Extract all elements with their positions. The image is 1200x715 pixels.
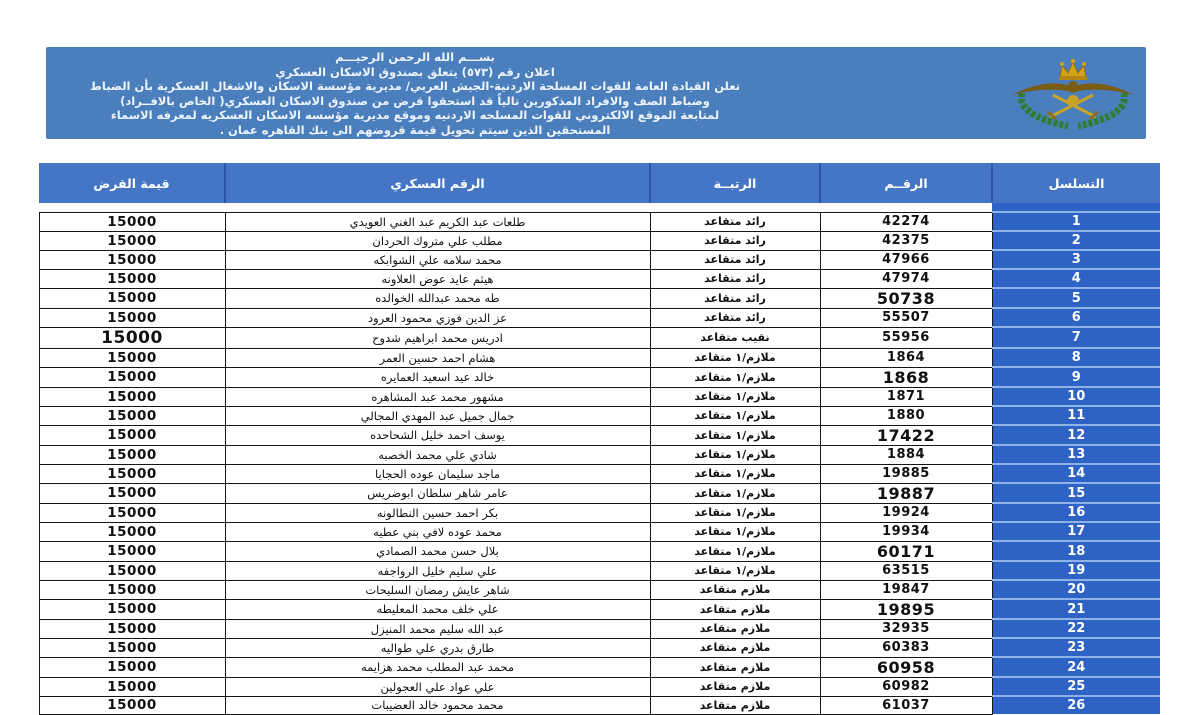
- loan-value-cell: 15000: [39, 231, 225, 250]
- number-cell: 55507: [820, 308, 992, 327]
- table-row: [39, 250, 1160, 269]
- serial-cell: 18: [992, 541, 1160, 561]
- column-header-number: الرقــم: [820, 163, 992, 203]
- number-cell: 19934: [820, 522, 992, 541]
- loan-value-cell: 15000: [39, 696, 225, 714]
- number-cell: 19847: [820, 580, 992, 599]
- name-cell: هيثم عايد عوض العلاونه: [225, 269, 650, 288]
- rank-cell: ملازم متقاعد: [650, 599, 820, 619]
- rank-cell: ملازم/١ متقاعد: [650, 483, 820, 503]
- number-cell: 19895: [820, 599, 992, 619]
- loan-value-cell: 15000: [39, 348, 225, 367]
- name-cell: جمال جميل عبد المهدي المجالي: [225, 406, 650, 425]
- number-cell: 60982: [820, 677, 992, 696]
- serial-cell: 2: [992, 231, 1160, 250]
- loan-value-cell: 15000: [39, 580, 225, 599]
- serial-cell: 12: [992, 425, 1160, 445]
- bismillah-line: بســـم الله الرحمن الرحيـــم: [335, 50, 495, 64]
- serial-cell: 23: [992, 638, 1160, 657]
- name-cell: محمد عبد المطلب محمد هزايمه: [225, 657, 650, 677]
- table-row: [39, 599, 1160, 619]
- number-cell: 19887: [820, 483, 992, 503]
- loan-recipients-table: [39, 163, 1161, 715]
- announcement-body-line-1: تعلن القيادة العامة للقوات المسلحة الاردنية-الجيش العربي/ مديرية مؤسسة الاسكان والاشغال العسكرية بأن الضباط: [89, 79, 741, 94]
- loan-value-cell: 15000: [39, 561, 225, 580]
- loan-value-cell: 15000: [39, 445, 225, 464]
- loan-value-cell: 15000: [39, 541, 225, 561]
- loan-value-cell: 15000: [39, 212, 225, 231]
- name-cell: علي عواد علي العجولين: [225, 677, 650, 696]
- serial-cell: 16: [992, 503, 1160, 522]
- loan-value-cell: 15000: [39, 483, 225, 503]
- loan-value-cell: 15000: [39, 638, 225, 657]
- number-cell: 42375: [820, 231, 992, 250]
- name-cell: ادريس محمد ابراهيم شدوح: [225, 327, 650, 348]
- rank-cell: نقيب متقاعد: [650, 327, 820, 348]
- announcement-body-line-2: وضباط الصف والافراد المذكورين تالياً قد استحقوا قرض من صندوق الاسكان العسكري( الخاص بالافــراد): [120, 93, 710, 108]
- number-cell: 42274: [820, 212, 992, 231]
- name-cell: شاهر عايش رمضان السليحات: [225, 580, 650, 599]
- rank-cell: رائد متقاعد: [650, 269, 820, 288]
- number-cell: 19885: [820, 464, 992, 483]
- announcement-text: [60, 50, 770, 138]
- number-cell: 1864: [820, 348, 992, 367]
- serial-cell: 5: [992, 288, 1160, 308]
- table-row: [39, 387, 1160, 406]
- serial-cell: 25: [992, 677, 1160, 696]
- number-cell: 19924: [820, 503, 992, 522]
- loan-value-cell: 15000: [39, 406, 225, 425]
- table-row: [39, 308, 1160, 327]
- rank-cell: ملازم/١ متقاعد: [650, 503, 820, 522]
- rank-cell: ملازم/١ متقاعد: [650, 406, 820, 425]
- number-cell: 50738: [820, 288, 992, 308]
- table-row: [39, 580, 1160, 599]
- rank-cell: رائد متقاعد: [650, 231, 820, 250]
- loan-value-cell: 15000: [39, 619, 225, 638]
- table-row: [39, 657, 1160, 677]
- column-header-name: الرقم العسكري: [225, 163, 650, 203]
- announcement-body-line-4: المستحقين الذين سيتم تحويل قيمة قروضهم الى بنك القاهره عمان .: [219, 122, 611, 137]
- table-row: [39, 288, 1160, 308]
- serial-cell: 26: [992, 696, 1160, 714]
- name-cell: بلال حسن محمد الصمادي: [225, 541, 650, 561]
- serial-cell: 20: [992, 580, 1160, 599]
- name-cell: محمد محمود خالد العضيبات: [225, 696, 650, 714]
- number-cell: 60171: [820, 541, 992, 561]
- number-cell: 60958: [820, 657, 992, 677]
- table-row: [39, 464, 1160, 483]
- rank-cell: رائد متقاعد: [650, 308, 820, 327]
- name-cell: بكر احمد حسين النطالونه: [225, 503, 650, 522]
- loan-value-cell: 15000: [39, 288, 225, 308]
- serial-cell: 8: [992, 348, 1160, 367]
- name-cell: مطلب علي متروك الحردان: [225, 231, 650, 250]
- loan-value-cell: 15000: [39, 677, 225, 696]
- table-row: [39, 212, 1160, 231]
- rank-cell: ملازم متقاعد: [650, 657, 820, 677]
- number-cell: 1880: [820, 406, 992, 425]
- table-row: [39, 406, 1160, 425]
- number-cell: 61037: [820, 696, 992, 714]
- table-row: [39, 541, 1160, 561]
- table-row: [39, 677, 1160, 696]
- number-cell: 32935: [820, 619, 992, 638]
- table-row: [39, 425, 1160, 445]
- number-cell: 17422: [820, 425, 992, 445]
- serial-cell: 10: [992, 387, 1160, 406]
- name-cell: شادي علي محمد الخصبه: [225, 445, 650, 464]
- column-header-rank: الرتبــة: [650, 163, 820, 203]
- rank-cell: ملازم/١ متقاعد: [650, 348, 820, 367]
- name-cell: طارق بدري علي طواليه: [225, 638, 650, 657]
- rank-cell: ملازم متقاعد: [650, 677, 820, 696]
- announcement-title: اعلان رقم (٥٧٣) يتعلق بصندوق الاسكان العسكري: [275, 64, 555, 79]
- serial-cell: 11: [992, 406, 1160, 425]
- serial-cell: 15: [992, 483, 1160, 503]
- table-row: [39, 269, 1160, 288]
- column-header-loan: قيمة القرض: [39, 163, 225, 203]
- loan-value-cell: 15000: [39, 387, 225, 406]
- rank-cell: ملازم/١ متقاعد: [650, 425, 820, 445]
- serial-cell: 24: [992, 657, 1160, 677]
- rank-cell: ملازم/١ متقاعد: [650, 522, 820, 541]
- rank-cell: ملازم/١ متقاعد: [650, 445, 820, 464]
- number-cell: 47974: [820, 269, 992, 288]
- serial-cell: 7: [992, 327, 1160, 348]
- table-row: [39, 483, 1160, 503]
- header-gap-row: [39, 203, 1160, 212]
- name-cell: طه محمد عبدالله الخوالده: [225, 288, 650, 308]
- name-cell: عبد الله سليم محمد المنيزل: [225, 619, 650, 638]
- rank-cell: ملازم متقاعد: [650, 619, 820, 638]
- table-row: [39, 619, 1160, 638]
- serial-cell: 19: [992, 561, 1160, 580]
- name-cell: علي سليم خليل الرواجفه: [225, 561, 650, 580]
- loan-value-cell: 15000: [39, 522, 225, 541]
- table-row: [39, 561, 1160, 580]
- name-cell: طلعات عبد الكريم عبد الغني العويدي: [225, 212, 650, 231]
- rank-cell: ملازم/١ متقاعد: [650, 464, 820, 483]
- table-row: [39, 231, 1160, 250]
- rank-cell: ملازم متقاعد: [650, 580, 820, 599]
- name-cell: علي خلف محمد المعليطه: [225, 599, 650, 619]
- rank-cell: ملازم متقاعد: [650, 696, 820, 714]
- serial-cell: 13: [992, 445, 1160, 464]
- serial-cell: 21: [992, 599, 1160, 619]
- serial-cell: 3: [992, 250, 1160, 269]
- loan-value-cell: 15000: [39, 269, 225, 288]
- table-row: [39, 367, 1160, 387]
- announcement-header: [46, 47, 1146, 139]
- table-row: [39, 327, 1160, 348]
- rank-cell: رائد متقاعد: [650, 250, 820, 269]
- loan-value-cell: 15000: [39, 308, 225, 327]
- name-cell: ماجد سليمان عوده الحجايا: [225, 464, 650, 483]
- number-cell: 63515: [820, 561, 992, 580]
- name-cell: عز الدين فوزي محمود العرود: [225, 308, 650, 327]
- table-row: [39, 696, 1160, 714]
- name-cell: مشهور محمد عبد المشاهره: [225, 387, 650, 406]
- serial-cell: 4: [992, 269, 1160, 288]
- table-row: [39, 445, 1160, 464]
- serial-cell: 17: [992, 522, 1160, 541]
- rank-cell: ملازم/١ متقاعد: [650, 367, 820, 387]
- loan-value-cell: 15000: [39, 657, 225, 677]
- rank-cell: رائد متقاعد: [650, 212, 820, 231]
- rank-cell: ملازم متقاعد: [650, 638, 820, 657]
- number-cell: 60383: [820, 638, 992, 657]
- name-cell: عامر شاهر سلطان ابوضريس: [225, 483, 650, 503]
- table-header-row: [39, 163, 1160, 203]
- table-row: [39, 522, 1160, 541]
- name-cell: هشام احمد حسين العمر: [225, 348, 650, 367]
- name-cell: خالد عيد اسعيد العمايره: [225, 367, 650, 387]
- rank-cell: ملازم/١ متقاعد: [650, 387, 820, 406]
- table-row: [39, 503, 1160, 522]
- name-cell: يوسف احمد خليل الشحاحده: [225, 425, 650, 445]
- loan-value-cell: 15000: [39, 599, 225, 619]
- serial-cell: 22: [992, 619, 1160, 638]
- name-cell: محمد سلامه علي الشوابكه: [225, 250, 650, 269]
- serial-cell: 14: [992, 464, 1160, 483]
- loan-value-cell: 15000: [39, 425, 225, 445]
- rank-cell: ملازم/١ متقاعد: [650, 561, 820, 580]
- table-row: [39, 348, 1160, 367]
- number-cell: 1871: [820, 387, 992, 406]
- loan-value-cell: 15000: [39, 367, 225, 387]
- number-cell: 55956: [820, 327, 992, 348]
- serial-cell: 9: [992, 367, 1160, 387]
- loan-value-cell: 15000: [39, 503, 225, 522]
- serial-cell: 1: [992, 212, 1160, 231]
- table-row: [39, 638, 1160, 657]
- loan-value-cell: 15000: [39, 464, 225, 483]
- serial-cell: 6: [992, 308, 1160, 327]
- name-cell: محمد عوده لافي بني عطيه: [225, 522, 650, 541]
- rank-cell: ملازم/١ متقاعد: [650, 541, 820, 561]
- column-header-serial: التسلسل: [992, 163, 1160, 203]
- number-cell: 1884: [820, 445, 992, 464]
- rank-cell: رائد متقاعد: [650, 288, 820, 308]
- number-cell: 1868: [820, 367, 992, 387]
- loan-value-cell: 15000: [39, 327, 225, 348]
- announcement-body-line-3: لمتابعة الموقع الالكتروني للقوات المسلحه الاردنيه وموقع مديرية مؤسسه الاسكان العسكريه لمعرفه الاسماء: [110, 108, 720, 123]
- number-cell: 47966: [820, 250, 992, 269]
- loan-value-cell: 15000: [39, 250, 225, 269]
- armed-forces-emblem-icon: [1008, 55, 1138, 133]
